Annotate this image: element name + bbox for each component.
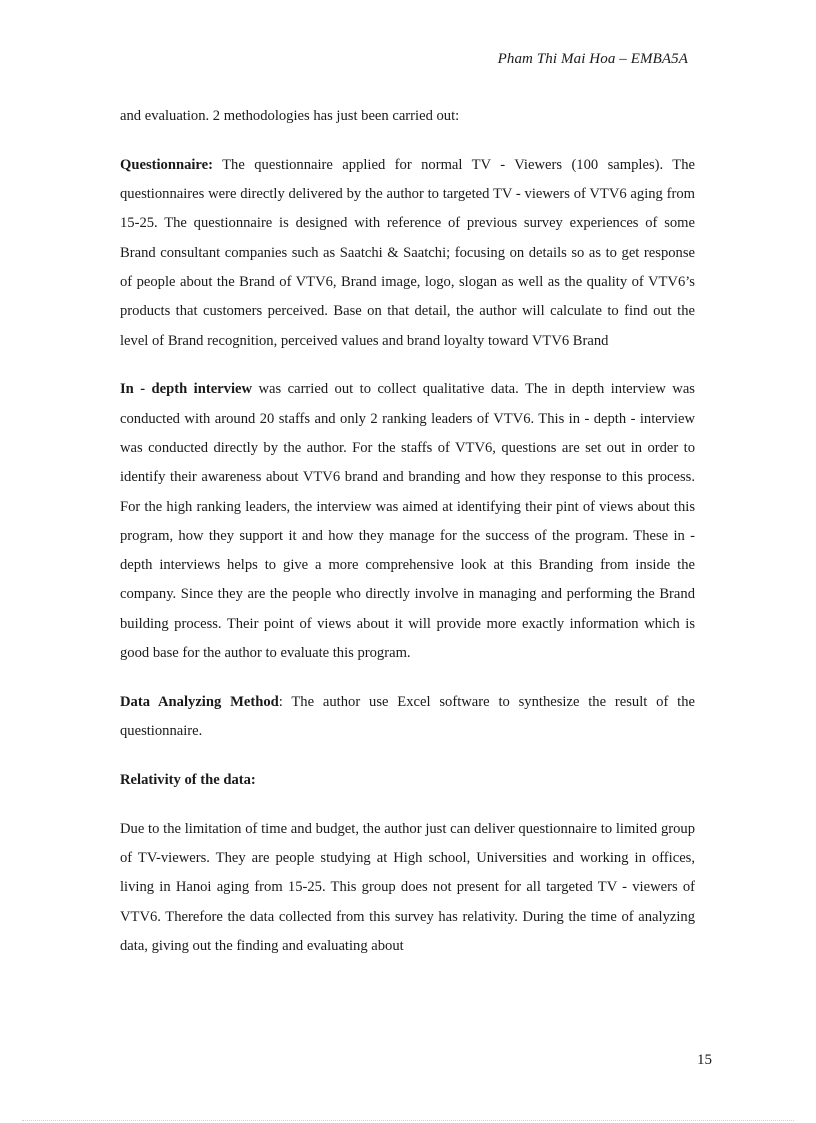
page-number: 15 (697, 1052, 712, 1068)
interview-lead: In - depth interview (120, 381, 253, 398)
questionnaire-paragraph (120, 151, 695, 356)
questionnaire-lead: Questionnaire: (120, 156, 213, 173)
running-header: Pham Thi Mai Hoa – EMBA5A (497, 51, 688, 67)
relativity-paragraph: Due to the limitation of time and budget, the author just can deliver questionnaire to limited group of TV-viewers. They are people studying at High school, Universities and working in offices, living in Hanoi aging from 15-25. This group does not present for all targeted TV - viewers of VTV6. Therefore the data collected from this survey has relativity. During the time of analyzing data, giving out the finding and evaluating about (120, 820, 695, 954)
relativity-heading: Relativity of the data: (120, 771, 256, 788)
interview-text: was carried out to collect qualitative data. The in depth interview was conducted with around 20 staffs and only 2 ranking leaders of VTV6. This in - depth - interview was conducted directly by the author. For the staffs of VTV6, questions are set out in order to identify their awareness about VTV6 brand and branding and how they response to this process. For the high ranking leaders, the interview was aimed at identifying their pint of views about this program, how they support it and how they manage for the success of the program. These in - depth interviews helps to give a more comprehensive look at this Branding from inside the company. Since they are the people who directly involve in managing and performing the Brand building process. Their point of views about it will provide more exactly information which is good base for the author to evaluate this program. (120, 381, 695, 662)
interview-paragraph (120, 375, 695, 668)
intro-paragraph: and evaluation. 2 methodologies has just been carried out: (120, 108, 460, 124)
analysis-lead: Data Analyzing Method (120, 693, 279, 710)
body-text (120, 102, 695, 981)
analysis-text: : The author use Excel software to synthesize the result of the questionnaire. (120, 693, 695, 740)
page-bottom-divider (22, 1120, 794, 1121)
analysis-paragraph (120, 688, 695, 747)
questionnaire-text: The questionnaire applied for normal TV - Viewers (100 samples). The questionnaires were directly delivered by the author to targeted TV - viewers of VTV6 aging from 15-25. The questionnaire is designed with reference of previous survey experiences of some Brand consultant companies such as Saatchi & Saatchi; focusing on details so as to get response of people about the Brand of VTV6, Brand image, logo, slogan as well as the quality of VTV6’s products that customers perceived. Base on that detail, the author will calculate to find out the level of Brand recognition, perceived values and brand loyalty toward VTV6 Brand (120, 156, 695, 349)
